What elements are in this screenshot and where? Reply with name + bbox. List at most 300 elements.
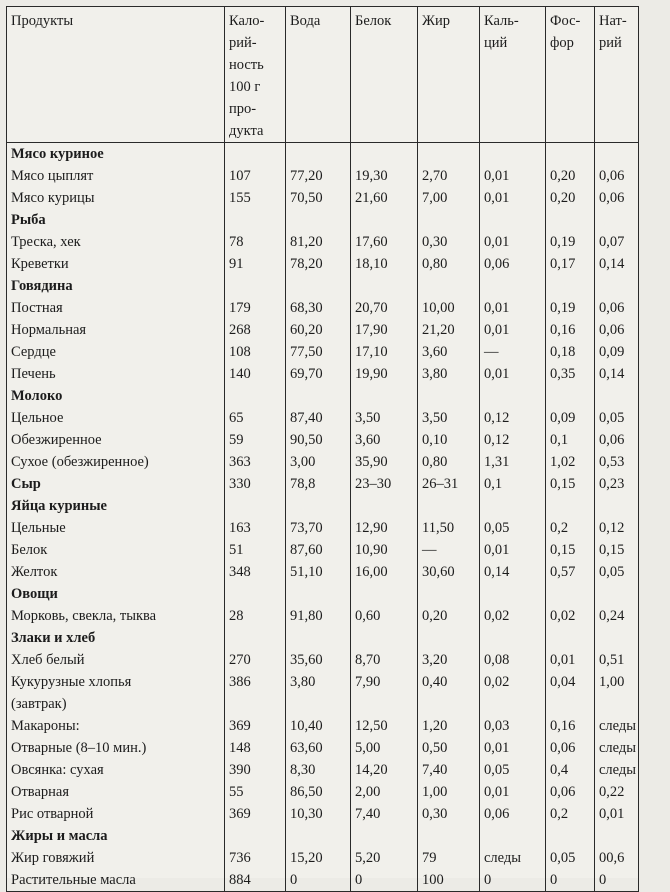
cell-sodium: 0,07 <box>595 231 639 253</box>
cell-calcium: 0,01 <box>480 187 546 209</box>
cell-fat <box>418 209 480 231</box>
cell-protein: 14,20 <box>351 759 418 781</box>
cell-fat: 0,30 <box>418 231 480 253</box>
cell-sodium <box>595 825 639 847</box>
cell-calories: 107 <box>225 165 286 187</box>
cell-protein: 3,60 <box>351 429 418 451</box>
cell-phosphorus: 0,05 <box>546 847 595 869</box>
cell-product: Жир говяжий <box>7 847 225 869</box>
cell-phosphorus <box>546 825 595 847</box>
cell-protein: 8,70 <box>351 649 418 671</box>
cell-sodium <box>595 693 639 715</box>
table-row <box>7 363 639 385</box>
category-row <box>7 825 639 847</box>
table-row <box>7 561 639 583</box>
cell-calcium: 0,01 <box>480 231 546 253</box>
cell-sodium: 0,12 <box>595 517 639 539</box>
cell-protein: 19,90 <box>351 363 418 385</box>
cell-product: Цельные <box>7 517 225 539</box>
cell-product: Отварная <box>7 781 225 803</box>
header-water-label: Вода <box>290 13 321 29</box>
cell-protein <box>351 825 418 847</box>
cell-water: 15,20 <box>286 847 351 869</box>
cell-product: Яйца куриные <box>7 495 225 517</box>
cell-calories <box>225 209 286 231</box>
cell-sodium: 0,05 <box>595 561 639 583</box>
cell-sodium: 0,51 <box>595 649 639 671</box>
cell-phosphorus: 0,18 <box>546 341 595 363</box>
cell-fat <box>418 583 480 605</box>
cell-phosphorus <box>546 275 595 297</box>
cell-phosphorus: 0,16 <box>546 715 595 737</box>
cell-fat: 100 <box>418 869 480 892</box>
cell-product: Треска, хек <box>7 231 225 253</box>
cell-protein <box>351 275 418 297</box>
cell-fat: 1,00 <box>418 781 480 803</box>
cell-calories: 108 <box>225 341 286 363</box>
cell-sodium <box>595 627 639 649</box>
cell-water: 73,70 <box>286 517 351 539</box>
cell-protein <box>351 627 418 649</box>
cell-protein: 18,10 <box>351 253 418 275</box>
table-row <box>7 517 639 539</box>
cell-water: 69,70 <box>286 363 351 385</box>
cell-product: Печень <box>7 363 225 385</box>
cell-product: Мясо куриное <box>7 143 225 166</box>
cell-product: Сухое (обезжиренное) <box>7 451 225 473</box>
cell-product: Жиры и масла <box>7 825 225 847</box>
cell-calories: 363 <box>225 451 286 473</box>
cell-protein: 35,90 <box>351 451 418 473</box>
category-row <box>7 385 639 407</box>
cell-calories <box>225 143 286 166</box>
category-row <box>7 275 639 297</box>
cell-water <box>286 693 351 715</box>
cell-calories: 78 <box>225 231 286 253</box>
cell-protein: 21,60 <box>351 187 418 209</box>
header-sodium-line: рий <box>599 35 622 51</box>
cell-calcium <box>480 385 546 407</box>
cell-phosphorus: 1,02 <box>546 451 595 473</box>
cell-calories: 390 <box>225 759 286 781</box>
cell-product: Злаки и хлеб <box>7 627 225 649</box>
cell-calories: 155 <box>225 187 286 209</box>
cell-protein: 7,40 <box>351 803 418 825</box>
cell-protein: 5,00 <box>351 737 418 759</box>
cell-water: 77,20 <box>286 165 351 187</box>
cell-product: Постная <box>7 297 225 319</box>
table-row <box>7 671 639 693</box>
cell-calcium: 0,08 <box>480 649 546 671</box>
cell-water: 35,60 <box>286 649 351 671</box>
cell-fat: 26–31 <box>418 473 480 495</box>
cell-phosphorus: 0 <box>546 869 595 892</box>
cell-calories: 330 <box>225 473 286 495</box>
cell-calories <box>225 495 286 517</box>
cell-calcium: 0,12 <box>480 407 546 429</box>
cell-sodium: 0,14 <box>595 253 639 275</box>
cell-calcium: 0,02 <box>480 671 546 693</box>
table-row <box>7 407 639 429</box>
cell-phosphorus: 0,57 <box>546 561 595 583</box>
cell-water <box>286 495 351 517</box>
cell-sodium: 0,15 <box>595 539 639 561</box>
cell-calcium <box>480 825 546 847</box>
cell-protein: 2,00 <box>351 781 418 803</box>
cell-phosphorus: 0,2 <box>546 803 595 825</box>
table-row <box>7 737 639 759</box>
cell-protein: 20,70 <box>351 297 418 319</box>
cell-protein <box>351 583 418 605</box>
cell-phosphorus: 0,15 <box>546 539 595 561</box>
cell-calories: 140 <box>225 363 286 385</box>
cell-calories <box>225 385 286 407</box>
cell-sodium: следы <box>595 715 639 737</box>
cell-water: 51,10 <box>286 561 351 583</box>
cell-fat: 0,30 <box>418 803 480 825</box>
cell-sodium: 0,24 <box>595 605 639 627</box>
cell-sodium: 00,6 <box>595 847 639 869</box>
cell-calories <box>225 275 286 297</box>
cell-water: 3,80 <box>286 671 351 693</box>
cell-phosphorus: 0,15 <box>546 473 595 495</box>
table-row <box>7 451 639 473</box>
cell-calories: 348 <box>225 561 286 583</box>
category-row <box>7 473 639 495</box>
cell-calcium: 0,05 <box>480 759 546 781</box>
cell-calories: 179 <box>225 297 286 319</box>
header-water <box>286 7 351 143</box>
cell-product: Белок <box>7 539 225 561</box>
cell-fat: 0,40 <box>418 671 480 693</box>
cell-calcium: 0,01 <box>480 363 546 385</box>
cell-water: 8,30 <box>286 759 351 781</box>
cell-sodium: 0,05 <box>595 407 639 429</box>
cell-phosphorus <box>546 627 595 649</box>
cell-calcium: 0 <box>480 869 546 892</box>
cell-water: 70,50 <box>286 187 351 209</box>
cell-phosphorus: 0,06 <box>546 737 595 759</box>
table-row <box>7 231 639 253</box>
cell-product: (завтрак) <box>7 693 225 715</box>
cell-protein <box>351 495 418 517</box>
cell-fat: 0,10 <box>418 429 480 451</box>
cell-calories: 736 <box>225 847 286 869</box>
cell-calories: 51 <box>225 539 286 561</box>
cell-phosphorus: 0,19 <box>546 231 595 253</box>
cell-fat <box>418 693 480 715</box>
cell-sodium <box>595 209 639 231</box>
cell-protein: 23–30 <box>351 473 418 495</box>
cell-calcium <box>480 275 546 297</box>
cell-water <box>286 627 351 649</box>
cell-sodium: 0,23 <box>595 473 639 495</box>
cell-calories: 59 <box>225 429 286 451</box>
table-row <box>7 539 639 561</box>
header-product-label: Продукты <box>11 13 74 29</box>
cell-fat: 3,50 <box>418 407 480 429</box>
cell-phosphorus: 0,35 <box>546 363 595 385</box>
cell-calories: 369 <box>225 803 286 825</box>
cell-phosphorus: 0,20 <box>546 165 595 187</box>
cell-product: Морковь, свекла, тыква <box>7 605 225 627</box>
cell-product: Нормальная <box>7 319 225 341</box>
cell-water <box>286 143 351 166</box>
cell-water: 87,60 <box>286 539 351 561</box>
cell-phosphorus <box>546 143 595 166</box>
cell-phosphorus <box>546 693 595 715</box>
cell-calcium: 0,01 <box>480 737 546 759</box>
cell-fat: 30,60 <box>418 561 480 583</box>
cell-fat: 21,20 <box>418 319 480 341</box>
cell-water: 77,50 <box>286 341 351 363</box>
cell-protein: 3,50 <box>351 407 418 429</box>
cell-phosphorus <box>546 583 595 605</box>
cell-fat: 0,20 <box>418 605 480 627</box>
cell-water: 78,8 <box>286 473 351 495</box>
nutrition-table <box>6 6 639 892</box>
cell-water <box>286 209 351 231</box>
table-row <box>7 319 639 341</box>
header-phosphorus-line: фор <box>550 35 574 51</box>
table-row <box>7 693 639 715</box>
cell-protein <box>351 693 418 715</box>
cell-water: 0 <box>286 869 351 892</box>
header-fat <box>418 7 480 143</box>
cell-fat: 0,50 <box>418 737 480 759</box>
cell-calcium: — <box>480 341 546 363</box>
table-body <box>7 143 639 892</box>
cell-calcium: 1,31 <box>480 451 546 473</box>
cell-protein: 17,60 <box>351 231 418 253</box>
cell-calories <box>225 825 286 847</box>
cell-sodium <box>595 143 639 166</box>
cell-calories: 163 <box>225 517 286 539</box>
cell-product: Сыр <box>7 473 225 495</box>
cell-protein <box>351 209 418 231</box>
cell-sodium <box>595 385 639 407</box>
cell-sodium <box>595 583 639 605</box>
cell-protein: 0,60 <box>351 605 418 627</box>
header-protein-label: Белок <box>355 13 392 29</box>
cell-fat <box>418 825 480 847</box>
cell-phosphorus: 0,2 <box>546 517 595 539</box>
cell-calcium: 0,14 <box>480 561 546 583</box>
cell-sodium: 0,06 <box>595 165 639 187</box>
cell-calcium: 0,05 <box>480 517 546 539</box>
cell-calcium: 0,03 <box>480 715 546 737</box>
table-row <box>7 341 639 363</box>
cell-fat <box>418 275 480 297</box>
table-row <box>7 165 639 187</box>
cell-product: Креветки <box>7 253 225 275</box>
cell-calcium <box>480 495 546 517</box>
cell-sodium: 0,53 <box>595 451 639 473</box>
cell-calories: 55 <box>225 781 286 803</box>
cell-sodium: 0 <box>595 869 639 892</box>
cell-calories: 148 <box>225 737 286 759</box>
cell-calcium: 0,1 <box>480 473 546 495</box>
table-row <box>7 759 639 781</box>
cell-sodium: 0,22 <box>595 781 639 803</box>
cell-protein: 12,50 <box>351 715 418 737</box>
cell-fat: 10,00 <box>418 297 480 319</box>
cell-fat: 79 <box>418 847 480 869</box>
cell-calcium: 0,02 <box>480 605 546 627</box>
cell-water <box>286 275 351 297</box>
cell-product: Мясо цыплят <box>7 165 225 187</box>
table-row <box>7 605 639 627</box>
header-calcium-line: ций <box>484 35 508 51</box>
cell-product: Отварные (8–10 мин.) <box>7 737 225 759</box>
cell-water: 87,40 <box>286 407 351 429</box>
cell-water: 78,20 <box>286 253 351 275</box>
cell-product: Цельное <box>7 407 225 429</box>
cell-calories: 884 <box>225 869 286 892</box>
cell-water: 10,40 <box>286 715 351 737</box>
cell-fat <box>418 627 480 649</box>
cell-phosphorus: 0,06 <box>546 781 595 803</box>
cell-product: Говядина <box>7 275 225 297</box>
cell-fat: 1,20 <box>418 715 480 737</box>
cell-phosphorus: 0,1 <box>546 429 595 451</box>
cell-fat: 3,60 <box>418 341 480 363</box>
cell-calories: 28 <box>225 605 286 627</box>
cell-calories: 91 <box>225 253 286 275</box>
cell-fat <box>418 385 480 407</box>
cell-product: Макароны: <box>7 715 225 737</box>
cell-water <box>286 825 351 847</box>
cell-product: Овощи <box>7 583 225 605</box>
cell-phosphorus <box>546 209 595 231</box>
cell-calcium <box>480 693 546 715</box>
cell-fat: 3,20 <box>418 649 480 671</box>
cell-calcium <box>480 209 546 231</box>
cell-product: Мясо курицы <box>7 187 225 209</box>
header-product <box>7 7 225 143</box>
cell-fat: 11,50 <box>418 517 480 539</box>
cell-protein: 0 <box>351 869 418 892</box>
cell-protein <box>351 143 418 166</box>
header-calories <box>225 7 286 143</box>
header-protein <box>351 7 418 143</box>
cell-sodium <box>595 495 639 517</box>
cell-phosphorus: 0,20 <box>546 187 595 209</box>
header-calcium <box>480 7 546 143</box>
cell-water: 63,60 <box>286 737 351 759</box>
cell-phosphorus <box>546 385 595 407</box>
header-calories-line: рий- <box>229 35 257 51</box>
table-row <box>7 649 639 671</box>
cell-protein: 12,90 <box>351 517 418 539</box>
cell-water: 86,50 <box>286 781 351 803</box>
cell-product: Сердце <box>7 341 225 363</box>
cell-sodium: 0,06 <box>595 187 639 209</box>
header-calories-line: 100 г <box>229 79 261 95</box>
cell-water <box>286 583 351 605</box>
cell-calcium: 0,06 <box>480 253 546 275</box>
cell-fat <box>418 495 480 517</box>
cell-fat: 0,80 <box>418 253 480 275</box>
header-sodium-line: Нат- <box>599 13 627 29</box>
cell-calcium <box>480 627 546 649</box>
category-row <box>7 627 639 649</box>
cell-sodium: 0,09 <box>595 341 639 363</box>
table-row <box>7 803 639 825</box>
header-fat-label: Жир <box>422 13 451 29</box>
nutrition-table-page <box>6 6 638 888</box>
cell-phosphorus: 0,17 <box>546 253 595 275</box>
cell-product: Рис отварной <box>7 803 225 825</box>
table-row <box>7 781 639 803</box>
cell-water: 3,00 <box>286 451 351 473</box>
table-row <box>7 847 639 869</box>
category-row <box>7 495 639 517</box>
category-row <box>7 143 639 166</box>
cell-calcium: 0,01 <box>480 539 546 561</box>
header-calories-line: дукта <box>229 123 264 139</box>
cell-fat: 0,80 <box>418 451 480 473</box>
cell-calories: 65 <box>225 407 286 429</box>
cell-fat: 3,80 <box>418 363 480 385</box>
cell-water <box>286 385 351 407</box>
table-row <box>7 869 639 892</box>
cell-phosphorus: 0,4 <box>546 759 595 781</box>
cell-protein: 5,20 <box>351 847 418 869</box>
cell-calories <box>225 627 286 649</box>
cell-sodium <box>595 275 639 297</box>
cell-protein <box>351 385 418 407</box>
cell-phosphorus: 0,01 <box>546 649 595 671</box>
cell-protein: 7,90 <box>351 671 418 693</box>
cell-fat <box>418 143 480 166</box>
cell-calories: 270 <box>225 649 286 671</box>
header-phosphorus-line: Фос- <box>550 13 581 29</box>
cell-fat: 7,00 <box>418 187 480 209</box>
cell-product: Кукурузные хлопья <box>7 671 225 693</box>
cell-calcium: следы <box>480 847 546 869</box>
cell-product: Желток <box>7 561 225 583</box>
cell-calories <box>225 693 286 715</box>
cell-phosphorus: 0,02 <box>546 605 595 627</box>
cell-water: 60,20 <box>286 319 351 341</box>
cell-water: 91,80 <box>286 605 351 627</box>
cell-fat: — <box>418 539 480 561</box>
header-calories-line: про- <box>229 101 257 117</box>
table-header-row <box>7 7 639 143</box>
cell-protein: 10,90 <box>351 539 418 561</box>
cell-fat: 7,40 <box>418 759 480 781</box>
header-calories-line: Кало- <box>229 13 265 29</box>
cell-sodium: 0,06 <box>595 297 639 319</box>
cell-water: 90,50 <box>286 429 351 451</box>
cell-calories <box>225 583 286 605</box>
cell-product: Молоко <box>7 385 225 407</box>
cell-product: Хлеб белый <box>7 649 225 671</box>
header-calories-line: ность <box>229 57 264 73</box>
cell-product: Овсянка: сухая <box>7 759 225 781</box>
cell-phosphorus: 0,04 <box>546 671 595 693</box>
category-row <box>7 209 639 231</box>
table-row <box>7 429 639 451</box>
cell-water: 10,30 <box>286 803 351 825</box>
cell-sodium: следы <box>595 759 639 781</box>
header-phosphorus <box>546 7 595 143</box>
cell-product: Растительные масла <box>7 869 225 892</box>
cell-calcium: 0,01 <box>480 297 546 319</box>
table-row <box>7 297 639 319</box>
cell-protein: 17,10 <box>351 341 418 363</box>
